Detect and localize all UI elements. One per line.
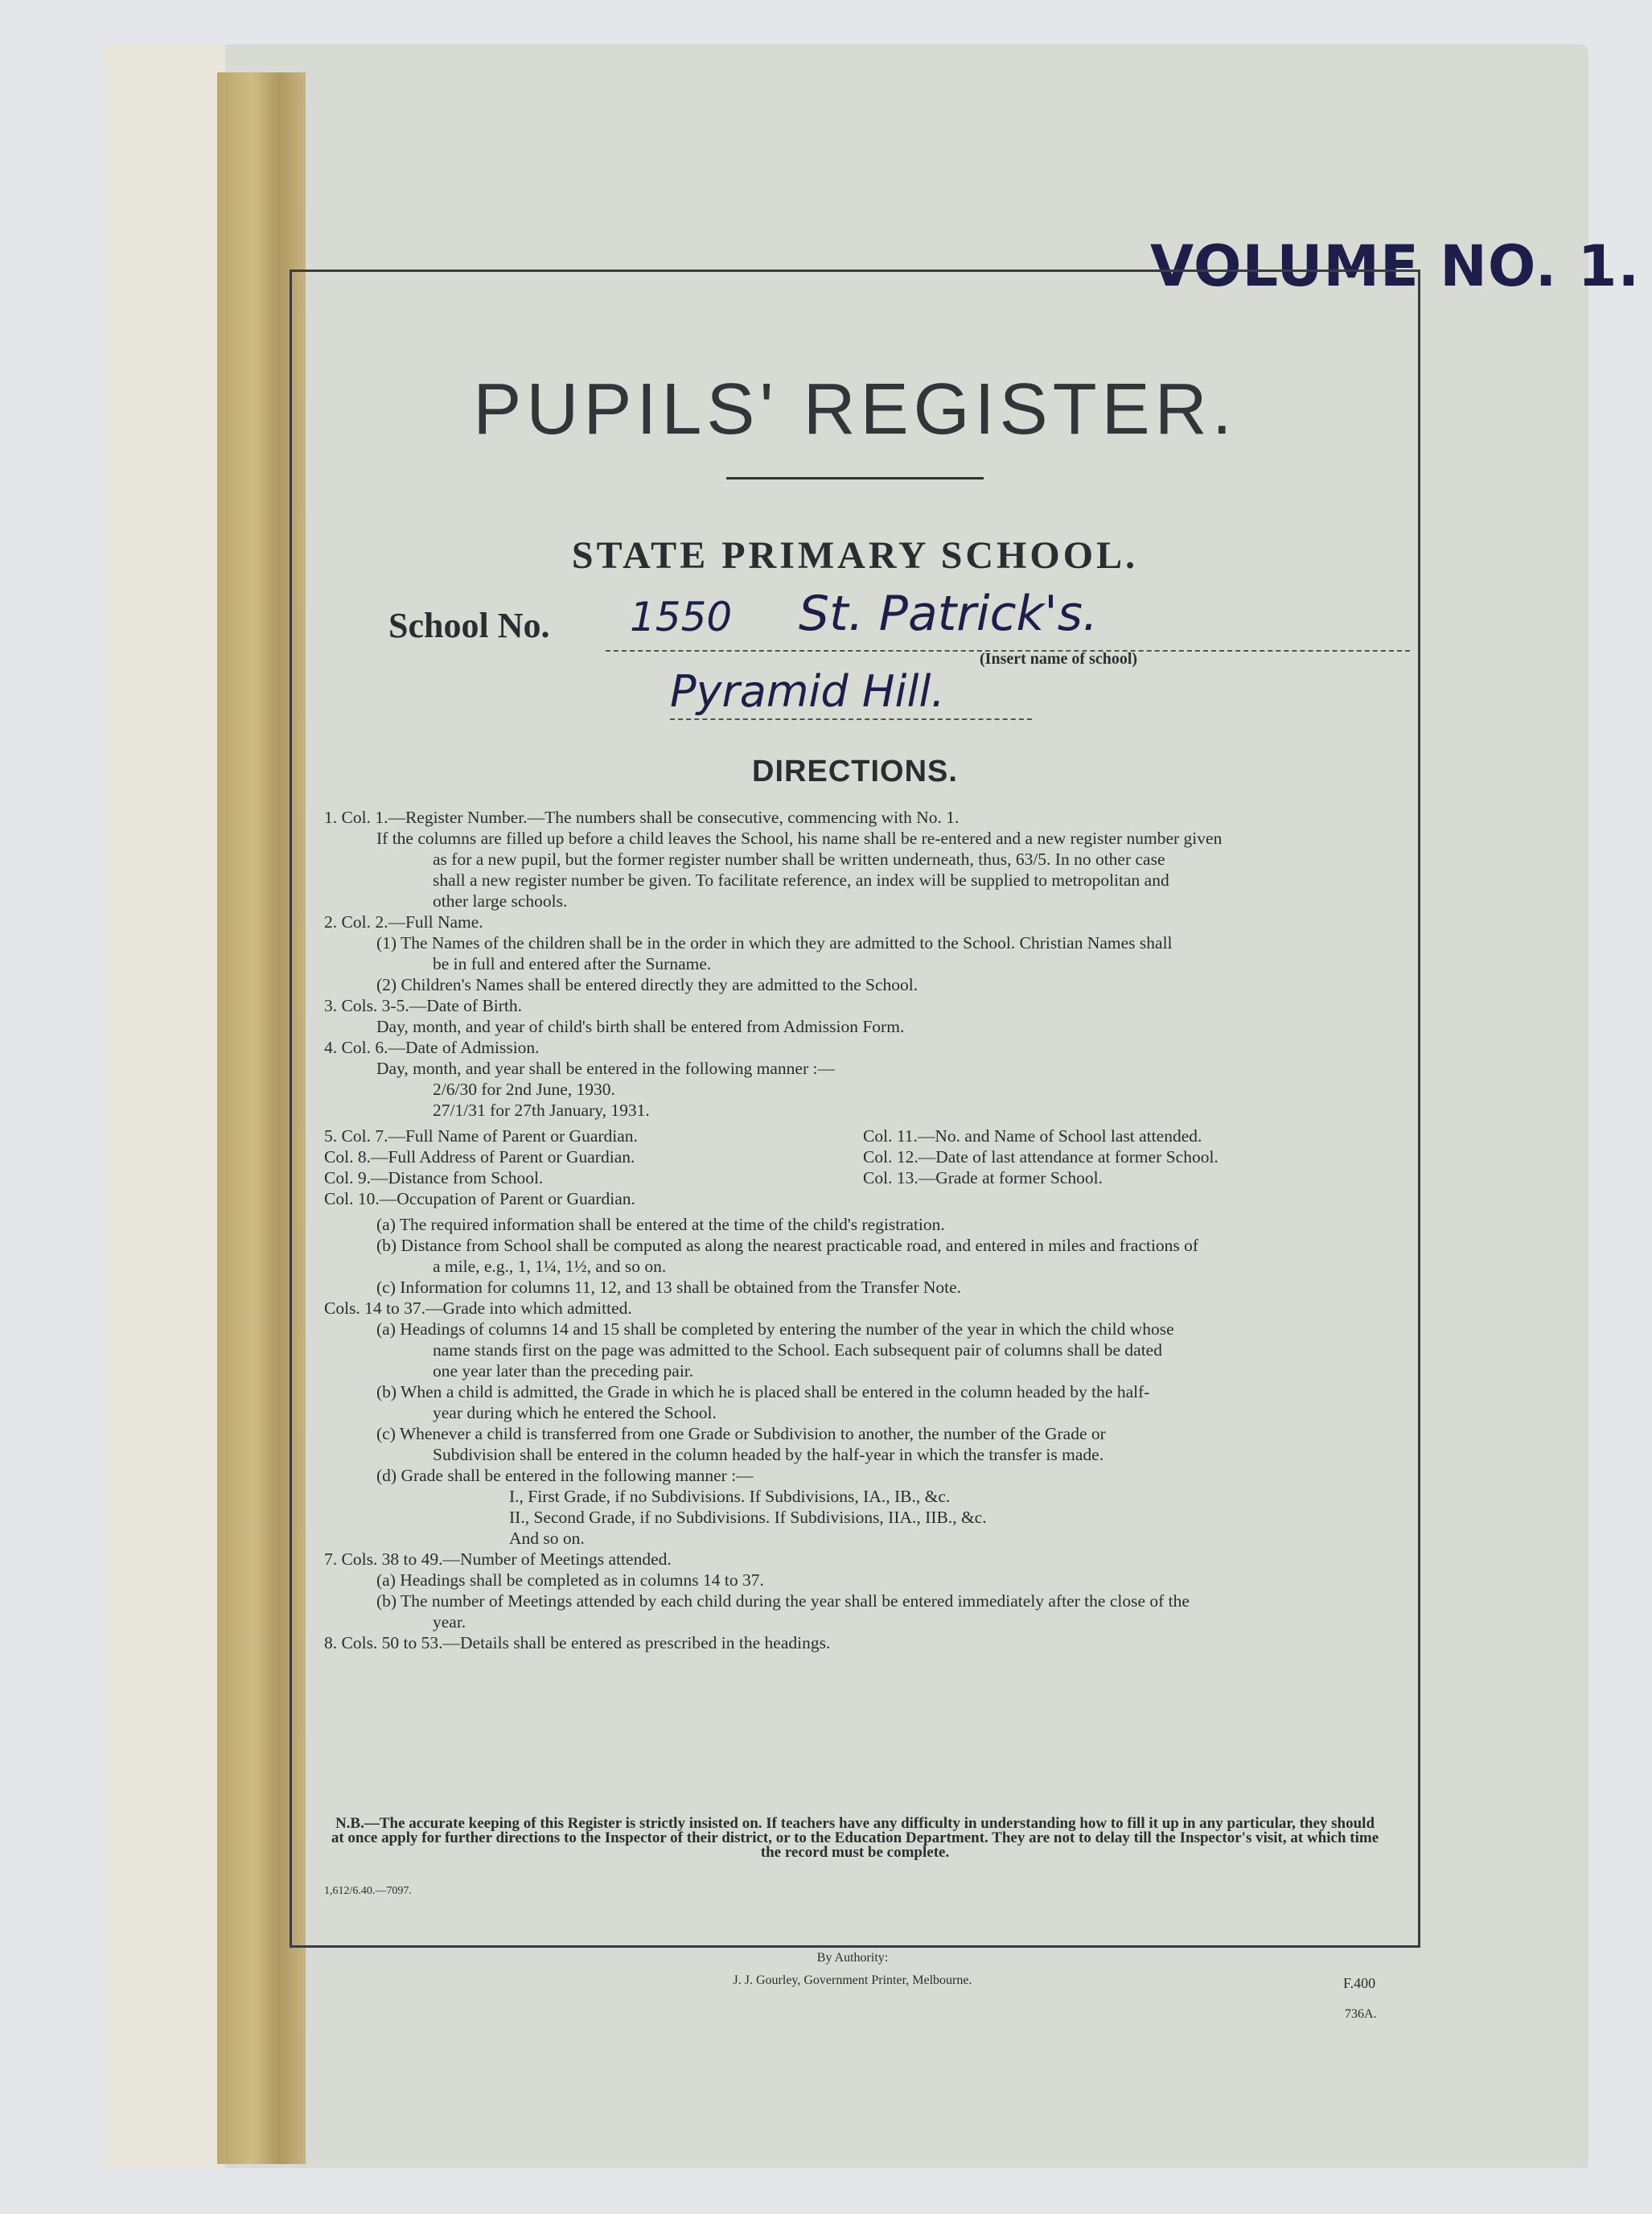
direction-line: year during which he entered the School. bbox=[433, 1403, 717, 1422]
place-dotted-line bbox=[670, 718, 1032, 720]
form-number: F.400 bbox=[1343, 1975, 1376, 1991]
print-code: 1,612/6.40.—7097. bbox=[324, 1885, 412, 1897]
column-line: Col. 12.—Date of last attendance at former School. bbox=[863, 1147, 1218, 1167]
form-sub-number: 736A. bbox=[1345, 2007, 1377, 2021]
direction-line: II., Second Grade, if no Subdivisions. If Subdivisions, IIA., IIB., &c. bbox=[509, 1508, 987, 1527]
school-name-value: St. Patrick's. bbox=[799, 586, 1099, 642]
direction-line: And so on. bbox=[509, 1529, 585, 1548]
school-number-label: School No. bbox=[388, 606, 550, 645]
direction-line: name stands first on the page was admitted to the School. Each subsequent pair of columns shall be dated bbox=[433, 1340, 1162, 1360]
direction-line: as for a new pupil, but the former register number shall be written underneath, thus, 63/5. In no other case bbox=[433, 850, 1165, 869]
column-line: Col. 11.—No. and Name of School last attended. bbox=[863, 1126, 1202, 1146]
directions-heading: DIRECTIONS. bbox=[752, 755, 958, 788]
direction-line: (b) When a child is admitted, the Grade in which he is placed shall be entered in the column headed by the half- bbox=[376, 1382, 1150, 1401]
volume-label: VOLUME NO. 1. bbox=[1150, 233, 1641, 299]
direction-line: 4. Col. 6.—Date of Admission. bbox=[324, 1038, 540, 1057]
columns-right bbox=[863, 1126, 1402, 1209]
imprint-authority: By Authority: bbox=[816, 1951, 889, 1965]
title-rule bbox=[726, 477, 984, 479]
column-line: Col. 8.—Full Address of Parent or Guardian. bbox=[324, 1147, 635, 1167]
direction-line: Day, month, and year shall be entered in the following manner :— bbox=[376, 1059, 835, 1078]
direction-line: (a) The required information shall be entered at the time of the child's registration. bbox=[376, 1215, 945, 1234]
cover-frame bbox=[290, 270, 1420, 1948]
direction-line: (c) Information for columns 11, 12, and 13 shall be obtained from the Transfer Note. bbox=[376, 1278, 962, 1297]
direction-line: (a) Headings shall be completed as in columns 14 to 37. bbox=[376, 1570, 764, 1590]
direction-line: a mile, e.g., 1, 1¼, 1½, and so on. bbox=[433, 1257, 667, 1276]
direction-line: (d) Grade shall be entered in the following manner :— bbox=[376, 1466, 754, 1485]
direction-line: 7. Cols. 38 to 49.—Number of Meetings attended. bbox=[324, 1549, 672, 1569]
spine-cloth bbox=[105, 44, 225, 2168]
direction-line: year. bbox=[433, 1612, 466, 1632]
printer-imprint bbox=[290, 1947, 1416, 1992]
page-subtitle: STATE PRIMARY SCHOOL. bbox=[571, 534, 1139, 577]
column-line: Col. 9.—Distance from School. bbox=[324, 1168, 544, 1187]
direction-line: (b) Distance from School shall be computed as along the nearest practicable road, and entered in miles and fractions of bbox=[376, 1236, 1199, 1255]
columns-left bbox=[324, 1126, 863, 1209]
direction-line: (a) Headings of columns 14 and 15 shall be completed by entering the number of the year in which the child whose bbox=[376, 1319, 1174, 1339]
direction-line: Subdivision shall be entered in the column headed by the half-year in which the transfer is made. bbox=[433, 1445, 1104, 1464]
direction-line: be in full and entered after the Surname. bbox=[433, 954, 712, 973]
nb-note: N.B.—The accurate keeping of this Register is strictly insisted on. If teachers have any difficulty in understanding how to fill it up in any particular, they should at once apply for further directions to the Inspector of their district, or to the Education Department. They are not to delay till the Inspector's visit, at which time the record must be complete. bbox=[331, 1815, 1379, 1861]
directions-body bbox=[324, 807, 1402, 1653]
direction-line: one year later than the preceding pair. bbox=[433, 1361, 694, 1381]
school-name-hint: (Insert name of school) bbox=[980, 650, 1138, 668]
direction-line: Cols. 14 to 37.—Grade into which admitted. bbox=[324, 1298, 632, 1318]
school-number-value: 1550 bbox=[630, 594, 733, 640]
imprint-printer: J. J. Gourley, Government Printer, Melbourne. bbox=[733, 1973, 972, 1987]
direction-line: 3. Cols. 3-5.—Date of Birth. bbox=[324, 996, 523, 1015]
direction-line: (1) The Names of the children shall be in the order in which they are admitted to the School. Christian Names shall bbox=[376, 933, 1173, 953]
direction-line: other large schools. bbox=[433, 891, 568, 911]
direction-line: Day, month, and year of child's birth shall be entered from Admission Form. bbox=[376, 1017, 905, 1036]
column-line: 5. Col. 7.—Full Name of Parent or Guardian. bbox=[324, 1126, 638, 1146]
column-line: Col. 13.—Grade at former School. bbox=[863, 1168, 1103, 1187]
columns-list bbox=[324, 1126, 1402, 1209]
page-title: PUPILS' REGISTER. bbox=[473, 369, 1237, 450]
direction-line: 1. Col. 1.—Register Number.—The numbers shall be consecutive, commencing with No. 1. bbox=[324, 808, 960, 827]
direction-line: 27/1/31 for 27th January, 1931. bbox=[433, 1101, 650, 1120]
direction-line: 2/6/30 for 2nd June, 1930. bbox=[433, 1080, 615, 1099]
direction-line: shall a new register number be given. To facilitate reference, an index will be supplied to metropolitan and bbox=[433, 870, 1169, 890]
direction-line: (b) The number of Meetings attended by each child during the year shall be entered immediately after the close of the bbox=[376, 1591, 1190, 1611]
directions-part-2 bbox=[324, 1214, 1402, 1653]
direction-line: (2) Children's Names shall be entered directly they are admitted to the School. bbox=[376, 975, 918, 994]
column-line: Col. 10.—Occupation of Parent or Guardian. bbox=[324, 1189, 635, 1208]
direction-line: 2. Col. 2.—Full Name. bbox=[324, 912, 483, 932]
school-line bbox=[388, 586, 1313, 668]
direction-line: I., First Grade, if no Subdivisions. If Subdivisions, IA., IB., &c. bbox=[509, 1487, 951, 1506]
direction-line: If the columns are filled up before a child leaves the School, his name shall be re-entered and a new register number given bbox=[376, 829, 1223, 848]
direction-line: 8. Cols. 50 to 53.—Details shall be entered as prescribed in the headings. bbox=[324, 1633, 831, 1652]
direction-line: (c) Whenever a child is transferred from one Grade or Subdivision to another, the number of the Grade or bbox=[376, 1424, 1106, 1443]
school-place-value: Pyramid Hill. bbox=[670, 666, 945, 717]
directions-part-1 bbox=[324, 807, 1402, 1121]
